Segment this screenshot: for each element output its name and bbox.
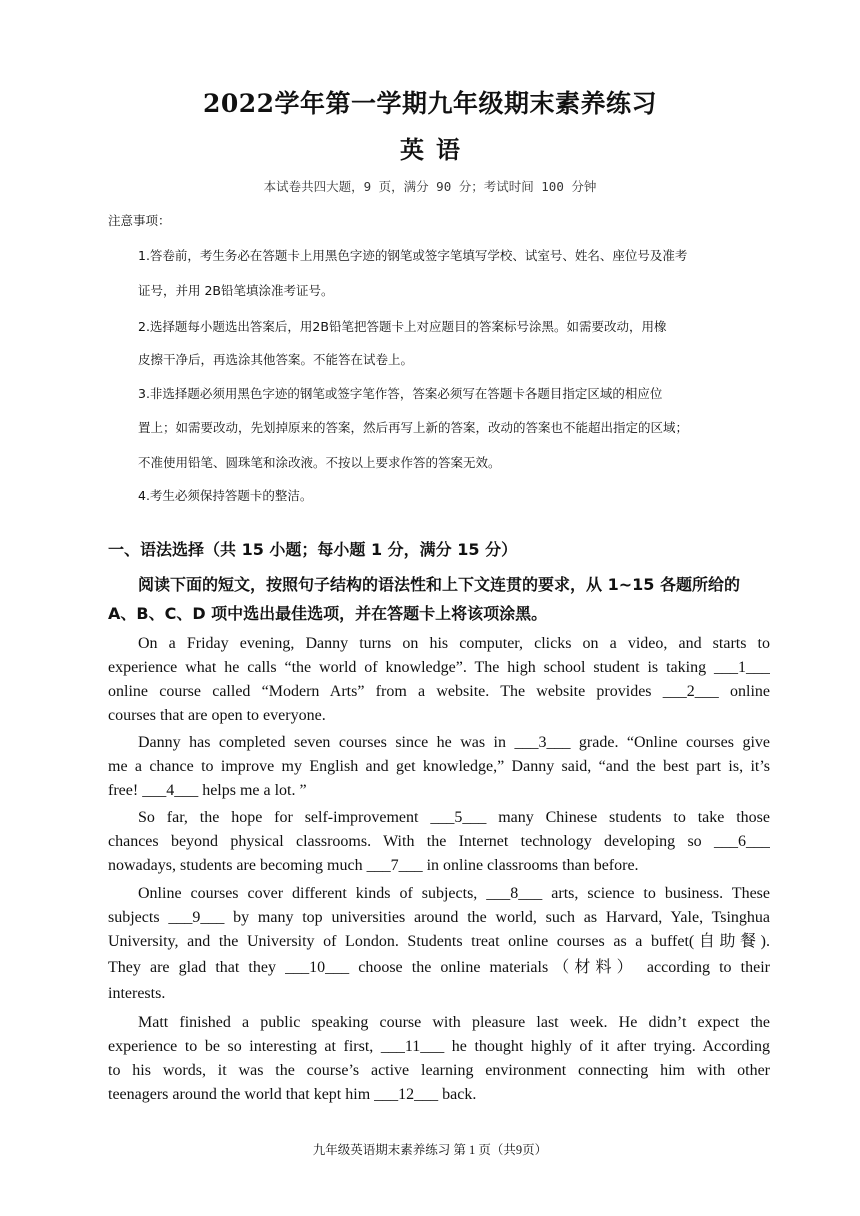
note-line: 证号，并用 2B铅笔填涂准考证号。 [138,283,334,298]
passage-paragraph [108,632,770,728]
passage-line: chances beyond physical classrooms. With the Internet technology developing so ___6___ [108,833,770,850]
exam-title: 2022学年第一学期九年级期末素养练习 [202,89,658,118]
passage-line: me a chance to improve my English and get knowledge,” Danny said, “and the best part is, it’s [108,758,770,775]
passage-line: experience what he calls “the world of knowledge”. The high school student is taking ___1___ [108,659,770,676]
instruction-line: 阅读下面的短文，按照句子结构的语法性和上下文连贯的要求，从 1~15 各题所给的 [138,575,740,594]
passage-line: On a Friday evening, Danny turns on his computer, clicks on a video, and starts to [138,635,770,652]
passage-paragraph [108,806,770,878]
passage-line: So far, the hope for self-improvement ___5___ many Chinese students to take those [138,809,770,826]
note-line: 3.非选择题必须用黑色字迹的钢笔或签字笔作答，答案必须写在答题卡各题目指定区域的相应位 [138,386,663,401]
note-line: 皮擦干净后，再选涂其他答案。不能答在试卷上。 [138,352,414,367]
note-line: 置上；如需要改动，先划掉原来的答案，然后再写上新的答案，改动的答案也不能超出指定的区域； [138,420,689,435]
passage-line: subjects ___9___ by many top universities around the world, such as Harvard, Yale, Tsinghua [108,909,770,926]
notes-heading: 注意事项： [108,213,171,228]
note-line: 2.选择题每小题选出答案后，用2B铅笔把答题卡上对应题目的答案标号涂黑。如需要改动，用橡 [138,319,667,334]
section-heading: 一、语法选择（共 15 小题；每小题 1 分，满分 15 分） [108,540,518,559]
passage-line: teenagers around the world that kept him ___12___ back. [108,1086,477,1103]
passage-line: Danny has completed seven courses since he was in ___3___ grade. “Online courses give [138,734,770,751]
note-line: 1.答卷前，考生务必在答题卡上用黑色字迹的钢笔或签字笔填写学校、试室号、姓名、座位号及准考 [138,248,688,263]
passage-paragraph [108,1011,770,1107]
instruction-line: A、B、C、D 项中选出最佳选项，并在答题卡上将该项涂黑。 [108,604,548,623]
page-footer: 九年级英语期末素养练习 第 1 页（共9页） [312,1143,548,1157]
passage-line: They are glad that they ___10___ choose the online materials（材料） according to their [108,959,770,976]
passage-line: online course called “Modern Arts” from a website. The website provides ___2___ online [108,683,770,700]
passage-paragraph [108,731,770,803]
passage-line: interests. [108,985,166,1002]
note-line: 不准使用铅笔、圆珠笔和涂改液。不按以上要求作答的答案无效。 [138,455,501,470]
exam-meta: 本试卷共四大题，9 页，满分 90 分；考试时间 100 分钟 [263,179,597,194]
subject-title: 英语 [400,136,472,164]
passage-line: Online courses cover different kinds of subjects, ___8___ arts, science to business. These [138,885,770,902]
passage-line: University, and the University of London. Students treat online courses as a buffet(自助餐). [108,933,770,950]
passage-line: courses that are open to everyone. [108,707,326,724]
passage-line: free! ___4___ helps me a lot. ” [108,782,307,799]
passage-line: Matt finished a public speaking course with pleasure last week. He didn’t expect the [138,1014,770,1031]
passage-line: to his words, it was the course’s active learning environment connecting him with other [108,1062,770,1079]
note-line: 4.考生必须保持答题卡的整洁。 [138,488,313,503]
passage-line: nowadays, students are becoming much ___7___ in online classrooms than before. [108,857,639,874]
passage-paragraph [108,882,770,1006]
passage-line: experience to be so interesting at first, ___11___ he thought highly of it after trying. According [108,1038,770,1055]
